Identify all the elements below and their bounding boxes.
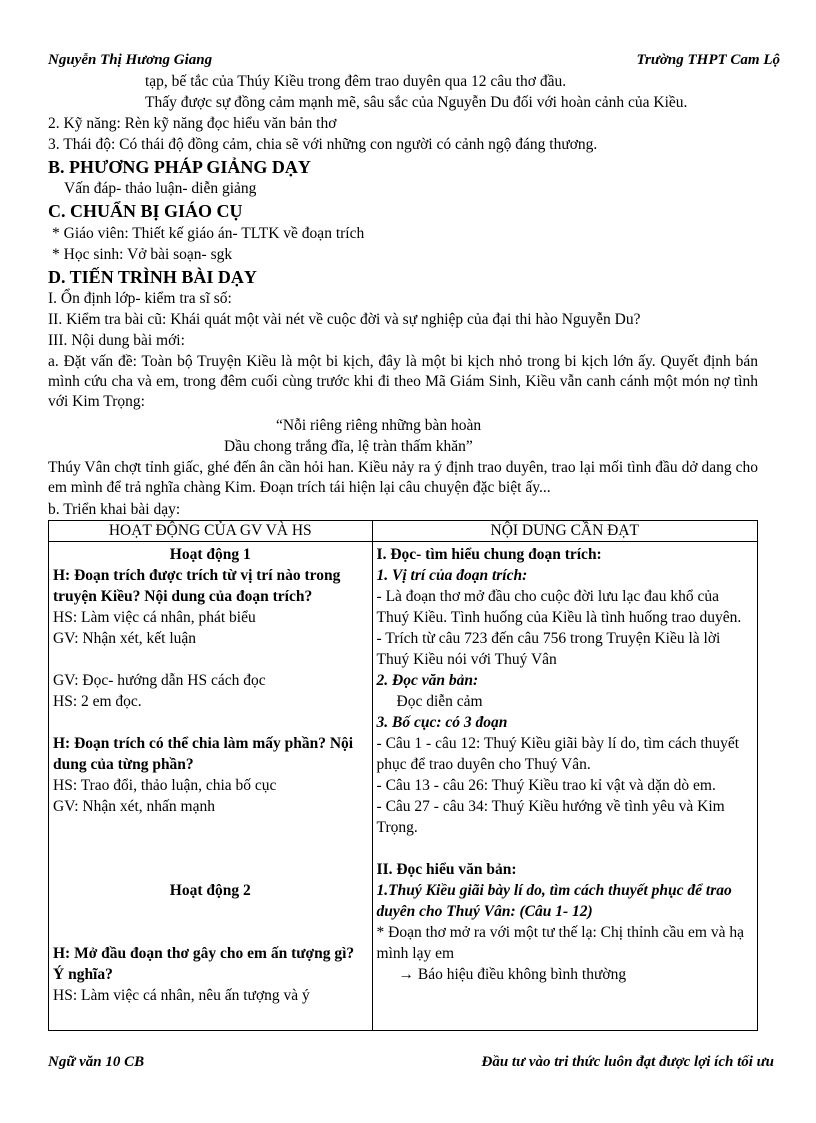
question-3: H: Mở đầu đoạn thơ gây cho em ấn tượng gì? Ý nghĩa?	[53, 945, 355, 983]
right-column	[372, 542, 757, 1031]
content-p4: - Câu 1 - câu 12: Thuý Kiều giãi bày lí do, tìm cách thuyết phục để trao duyên cho Thuý Vân.	[376, 735, 740, 773]
step-i: I. Ổn định lớp- kiểm tra sĩ số:	[48, 290, 232, 307]
subsection-2-1: 1.Thuý Kiều giãi bày lí do, tìm cách thuyết phục để trao duyên cho Thuý Vân: (Câu 1- 12)	[376, 882, 732, 920]
student-task-3: HS: Trao đổi, thảo luận, chia bố cục	[53, 777, 277, 794]
teacher-task-2: GV: Đọc- hướng dẫn HS cách đọc	[53, 672, 266, 689]
content-p7: * Đoạn thơ mở ra với một tư thế lạ: Chị thỉnh cầu em và hạ mình lạy em	[376, 924, 744, 962]
step-iii: III. Nội dung bài mới:	[48, 332, 185, 349]
intro-line-1: tạp, bế tắc của Thúy Kiều trong đêm trao duyên qua 12 câu thơ đầu.	[145, 73, 567, 90]
question-2: H: Đoạn trích có thể chia làm mấy phần? Nội dung của từng phần?	[53, 735, 354, 773]
section-2-title: II. Đọc hiểu văn bản:	[376, 861, 517, 878]
intro-line-2: Thấy được sự đồng cảm mạnh mẽ, sâu sắc của Nguyễn Du đối với hoàn cảnh của Kiều.	[145, 94, 688, 111]
content-p2: - Trích từ câu 723 đến câu 756 trong Truyện Kiều là lời Thuý Kiều nói với Thuý Vân	[376, 630, 721, 668]
footer-right: Đầu tư vào tri thức luôn đạt được lợi ích tối ưu	[481, 1054, 774, 1070]
header-content: NỘI DUNG CẦN ĐẠT	[372, 521, 757, 542]
student-task-2: HS: 2 em đọc.	[53, 693, 142, 710]
header-school: Trường THPT Cam Lộ	[636, 52, 780, 68]
content-p8: → Báo hiệu điều không bình thường	[398, 966, 627, 983]
section-c-teacher: * Giáo viên: Thiết kế giáo án- TLTK về đoạn trích	[52, 225, 365, 242]
student-task-4: HS: Làm việc cá nhân, nêu ấn tượng và ý	[53, 987, 310, 1004]
student-task-1: HS: Làm việc cá nhân, phát biểu	[53, 609, 256, 626]
section-b-text: Vấn đáp- thảo luận- diễn giảng	[64, 180, 257, 197]
lesson-table	[48, 520, 758, 1031]
verse-line-2: Dầu chong trắng đĩa, lệ tràn thấm khăn”	[224, 438, 473, 455]
subsection-1-3: 3. Bố cục: có 3 đoạn	[376, 714, 508, 731]
table-header-row	[49, 521, 758, 542]
skill-line: 2. Kỹ năng: Rèn kỹ năng đọc hiểu văn bản thơ	[48, 115, 337, 132]
section-d-title: D. TIẾN TRÌNH BÀI DẠY	[48, 267, 257, 287]
section-c-student: * Học sinh: Vở bài soạn- sgk	[52, 246, 233, 263]
section-1-title: I. Đọc- tìm hiểu chung đoạn trích:	[376, 546, 602, 563]
teacher-task-1: GV: Nhận xét, kết luận	[53, 630, 197, 647]
activity-1-title: Hoạt động 1	[169, 546, 251, 563]
step-b: b. Triển khai bài dạy:	[48, 501, 181, 518]
left-column	[49, 542, 373, 1031]
content-p1: - Là đoạn thơ mở đầu cho cuộc đời lưu lạc đau khổ của Thuý Kiều. Tình huống của Kiều là tình huống trao duyên.	[376, 588, 742, 626]
section-c-title: C. CHUẨN BỊ GIÁO CỤ	[48, 201, 243, 221]
verse-line-1: “Nỗi riêng riêng những bàn hoàn	[276, 417, 482, 434]
header-activities: HOẠT ĐỘNG CỦA GV VÀ HS	[49, 521, 373, 542]
content-p5: - Câu 13 - câu 26: Thuý Kiều trao kỉ vật và dặn dò em.	[376, 777, 716, 794]
footer-left: Ngữ văn 10 CB	[48, 1054, 145, 1070]
section-b-title: B. PHƯƠNG PHÁP GIẢNG DẠY	[48, 157, 311, 177]
table-row	[49, 542, 758, 1031]
content-p3: Đọc diễn cảm	[396, 693, 483, 710]
subsection-1-2: 2. Đọc văn bản:	[376, 672, 479, 689]
header-author: Nguyễn Thị Hương Giang	[48, 52, 213, 68]
activity-2-title: Hoạt động 2	[169, 882, 251, 899]
question-1: H: Đoạn trích được trích từ vị trí nào trong truyện Kiều? Nội dung của đoạn trích?	[53, 567, 341, 605]
content-p6: - Câu 27 - câu 34: Thuý Kiều hướng về tình yêu và Kim Trọng.	[376, 798, 725, 836]
intro-paragraph: a. Đặt vấn đề: Toàn bộ Truyện Kiều là một bi kịch, đây là một bi kịch nhỏ trong bi kịch lớn ấy. Quyết định bán mình cứu cha và em, trong đêm cuối cùng trước khi đi theo Mã Giám Sinh, Kiều vẫn canh cánh một món nợ tình với Kim Trọng:	[48, 353, 758, 410]
paragraph-2: Thúy Vân chợt tỉnh giấc, ghé đến ân cần hỏi han. Kiều nảy ra ý định trao duyên, trao lại mối tình đầu dở dang cho em mình để trả nghĩa chàng Kim. Đoạn trích tái hiện lại câu chuyện đặc biệt ấy...	[48, 459, 758, 496]
attitude-line: 3. Thái độ: Có thái độ đồng cảm, chia sẽ với những con người có cảnh ngộ đáng thương.	[48, 136, 598, 153]
teacher-task-3: GV: Nhận xét, nhấn mạnh	[53, 798, 215, 815]
subsection-1-1: 1. Vị trí của đoạn trích:	[376, 567, 528, 584]
step-ii: II. Kiểm tra bài cũ: Khái quát một vài nét về cuộc đời và sự nghiệp của đại thi hào Nguyễn Du?	[48, 311, 641, 328]
